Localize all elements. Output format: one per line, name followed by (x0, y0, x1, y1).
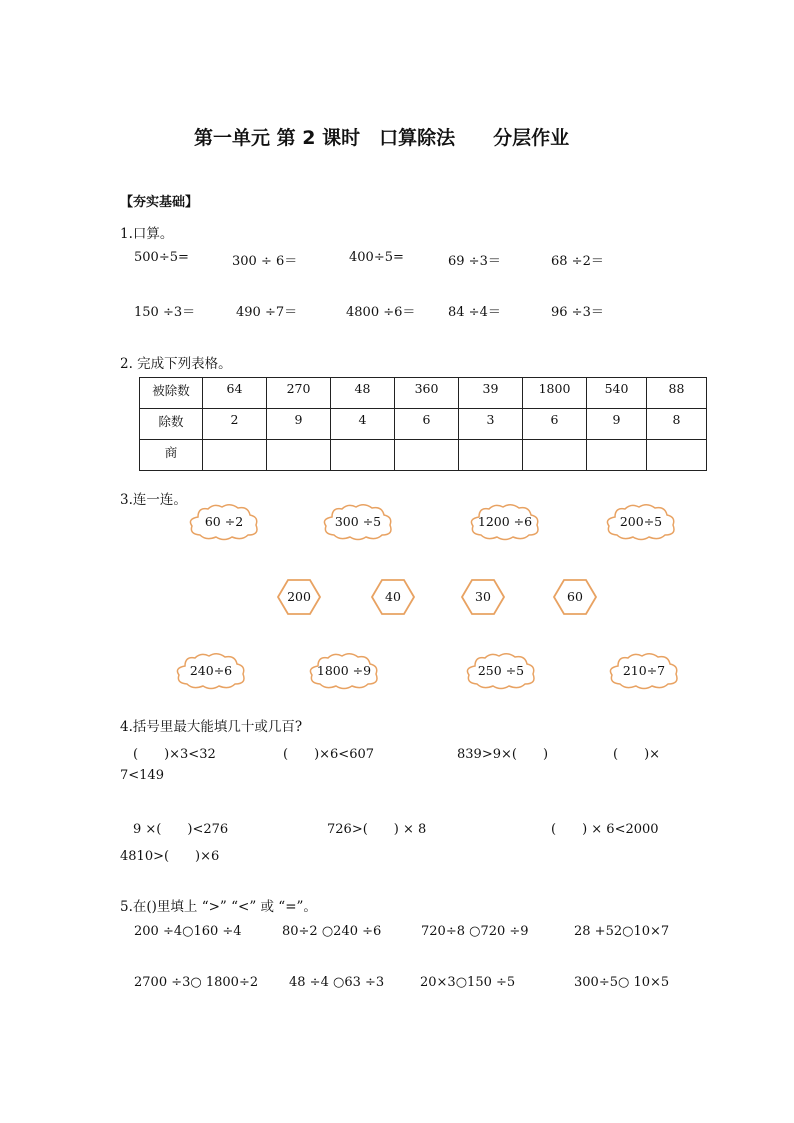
question-5-label: 5.在()里填上 “>” “<” 或 “=”。 (120, 899, 317, 915)
hexagon-shape[interactable] (371, 579, 415, 615)
q5-item: 720÷8 ○720 ÷9 (421, 924, 529, 939)
q4-item: ( )×3<32 (133, 747, 216, 762)
q4-item: ( ) × 6<2000 (551, 822, 659, 837)
table-cell: 540 (587, 378, 647, 409)
table-row (140, 440, 707, 471)
row-header: 商 (140, 440, 203, 471)
cloud-shape[interactable] (320, 503, 396, 541)
q5-item: 48 ÷4 ○63 ÷3 (289, 975, 385, 990)
table-cell: 8 (647, 409, 707, 440)
q1-item: 69 ÷3＝ (448, 254, 501, 269)
table-cell: 360 (395, 378, 459, 409)
q1-item: 400÷5= (349, 250, 404, 265)
row-header: 被除数 (140, 378, 203, 409)
cloud-shape[interactable] (463, 652, 539, 690)
question-3-label: 3.连一连。 (120, 492, 187, 508)
answer-cell[interactable] (267, 440, 331, 471)
table-cell: 4 (331, 409, 395, 440)
table-cell: 6 (395, 409, 459, 440)
hexagon-label: 60 (567, 589, 583, 604)
q1-item: 490 ÷7＝ (236, 305, 298, 320)
q1-item: 84 ÷4＝ (448, 305, 501, 320)
cloud-label: 60 ÷2 (204, 514, 244, 529)
q4-item: 9 ×( )<276 (133, 822, 229, 837)
table-cell: 9 (267, 409, 331, 440)
row-header: 除数 (140, 409, 203, 440)
table-cell: 6 (523, 409, 587, 440)
hexagon-shape[interactable] (461, 579, 505, 615)
q4-item: ( )× (613, 747, 661, 762)
q1-item: 150 ÷3＝ (134, 305, 196, 320)
q5-item: 20×3○150 ÷5 (420, 975, 516, 990)
table-cell: 1800 (523, 378, 587, 409)
hexagon-label: 200 (287, 589, 311, 604)
answer-cell[interactable] (395, 440, 459, 471)
table-row (140, 409, 707, 440)
hexagon-shape[interactable] (553, 579, 597, 615)
cloud-label: 1800 ÷9 (316, 663, 372, 678)
division-table (139, 377, 707, 471)
cloud-label: 1200 ÷6 (477, 514, 533, 529)
table-cell: 64 (203, 378, 267, 409)
q5-item: 200 ÷4○160 ÷4 (134, 924, 242, 939)
section-heading: 【夯实基础】 (120, 195, 199, 210)
hexagon-label: 40 (385, 589, 401, 604)
q1-item: 96 ÷3＝ (551, 305, 604, 320)
q5-item: 2700 ÷3○ 1800÷2 (134, 975, 259, 990)
hexagon-label: 30 (475, 589, 491, 604)
answer-cell[interactable] (203, 440, 267, 471)
cloud-shape[interactable] (606, 652, 682, 690)
q5-item: 300÷5○ 10×5 (574, 975, 670, 990)
q4-item: ( )×6<607 (283, 747, 375, 762)
q5-item: 28 +52○10×7 (574, 924, 670, 939)
table-cell: 88 (647, 378, 707, 409)
cloud-label: 250 ÷5 (477, 663, 525, 678)
table-cell: 39 (459, 378, 523, 409)
answer-cell[interactable] (523, 440, 587, 471)
table-cell: 270 (267, 378, 331, 409)
table-cell: 2 (203, 409, 267, 440)
answer-cell[interactable] (459, 440, 523, 471)
answer-cell[interactable] (587, 440, 647, 471)
table-cell: 48 (331, 378, 395, 409)
answer-cell[interactable] (331, 440, 395, 471)
q4-item: 726>( ) × 8 (327, 822, 427, 837)
q4-item: 7<149 (120, 768, 164, 783)
cloud-shape[interactable] (186, 503, 262, 541)
q4-item: 4810>( )×6 (120, 849, 220, 864)
hexagon-shape[interactable] (277, 579, 321, 615)
q1-item: 68 ÷2＝ (551, 254, 604, 269)
question-4-label: 4.括号里最大能填几十或几百? (120, 719, 303, 735)
question-2-label: 2. 完成下列表格。 (120, 356, 232, 372)
q1-item: 500÷5= (134, 250, 189, 265)
q1-item: 300 ÷ 6＝ (232, 254, 298, 269)
answer-cell[interactable] (647, 440, 707, 471)
cloud-shape[interactable] (306, 652, 382, 690)
cloud-shape[interactable] (603, 503, 679, 541)
cloud-shape[interactable] (467, 503, 543, 541)
cloud-label: 300 ÷5 (334, 514, 382, 529)
cloud-label: 210÷7 (622, 663, 666, 678)
page-title: 第一单元 第 2 课时 口算除法 分层作业 (194, 127, 570, 149)
cloud-label: 240÷6 (189, 663, 233, 678)
table-row (140, 378, 707, 409)
cloud-label: 200÷5 (619, 514, 663, 529)
q5-item: 80÷2 ○240 ÷6 (282, 924, 382, 939)
table-cell: 3 (459, 409, 523, 440)
cloud-shape[interactable] (173, 652, 249, 690)
question-1-label: 1.口算。 (120, 226, 174, 242)
q4-item: 839>9×( ) (457, 747, 549, 762)
q1-item: 4800 ÷6＝ (346, 305, 416, 320)
table-cell: 9 (587, 409, 647, 440)
